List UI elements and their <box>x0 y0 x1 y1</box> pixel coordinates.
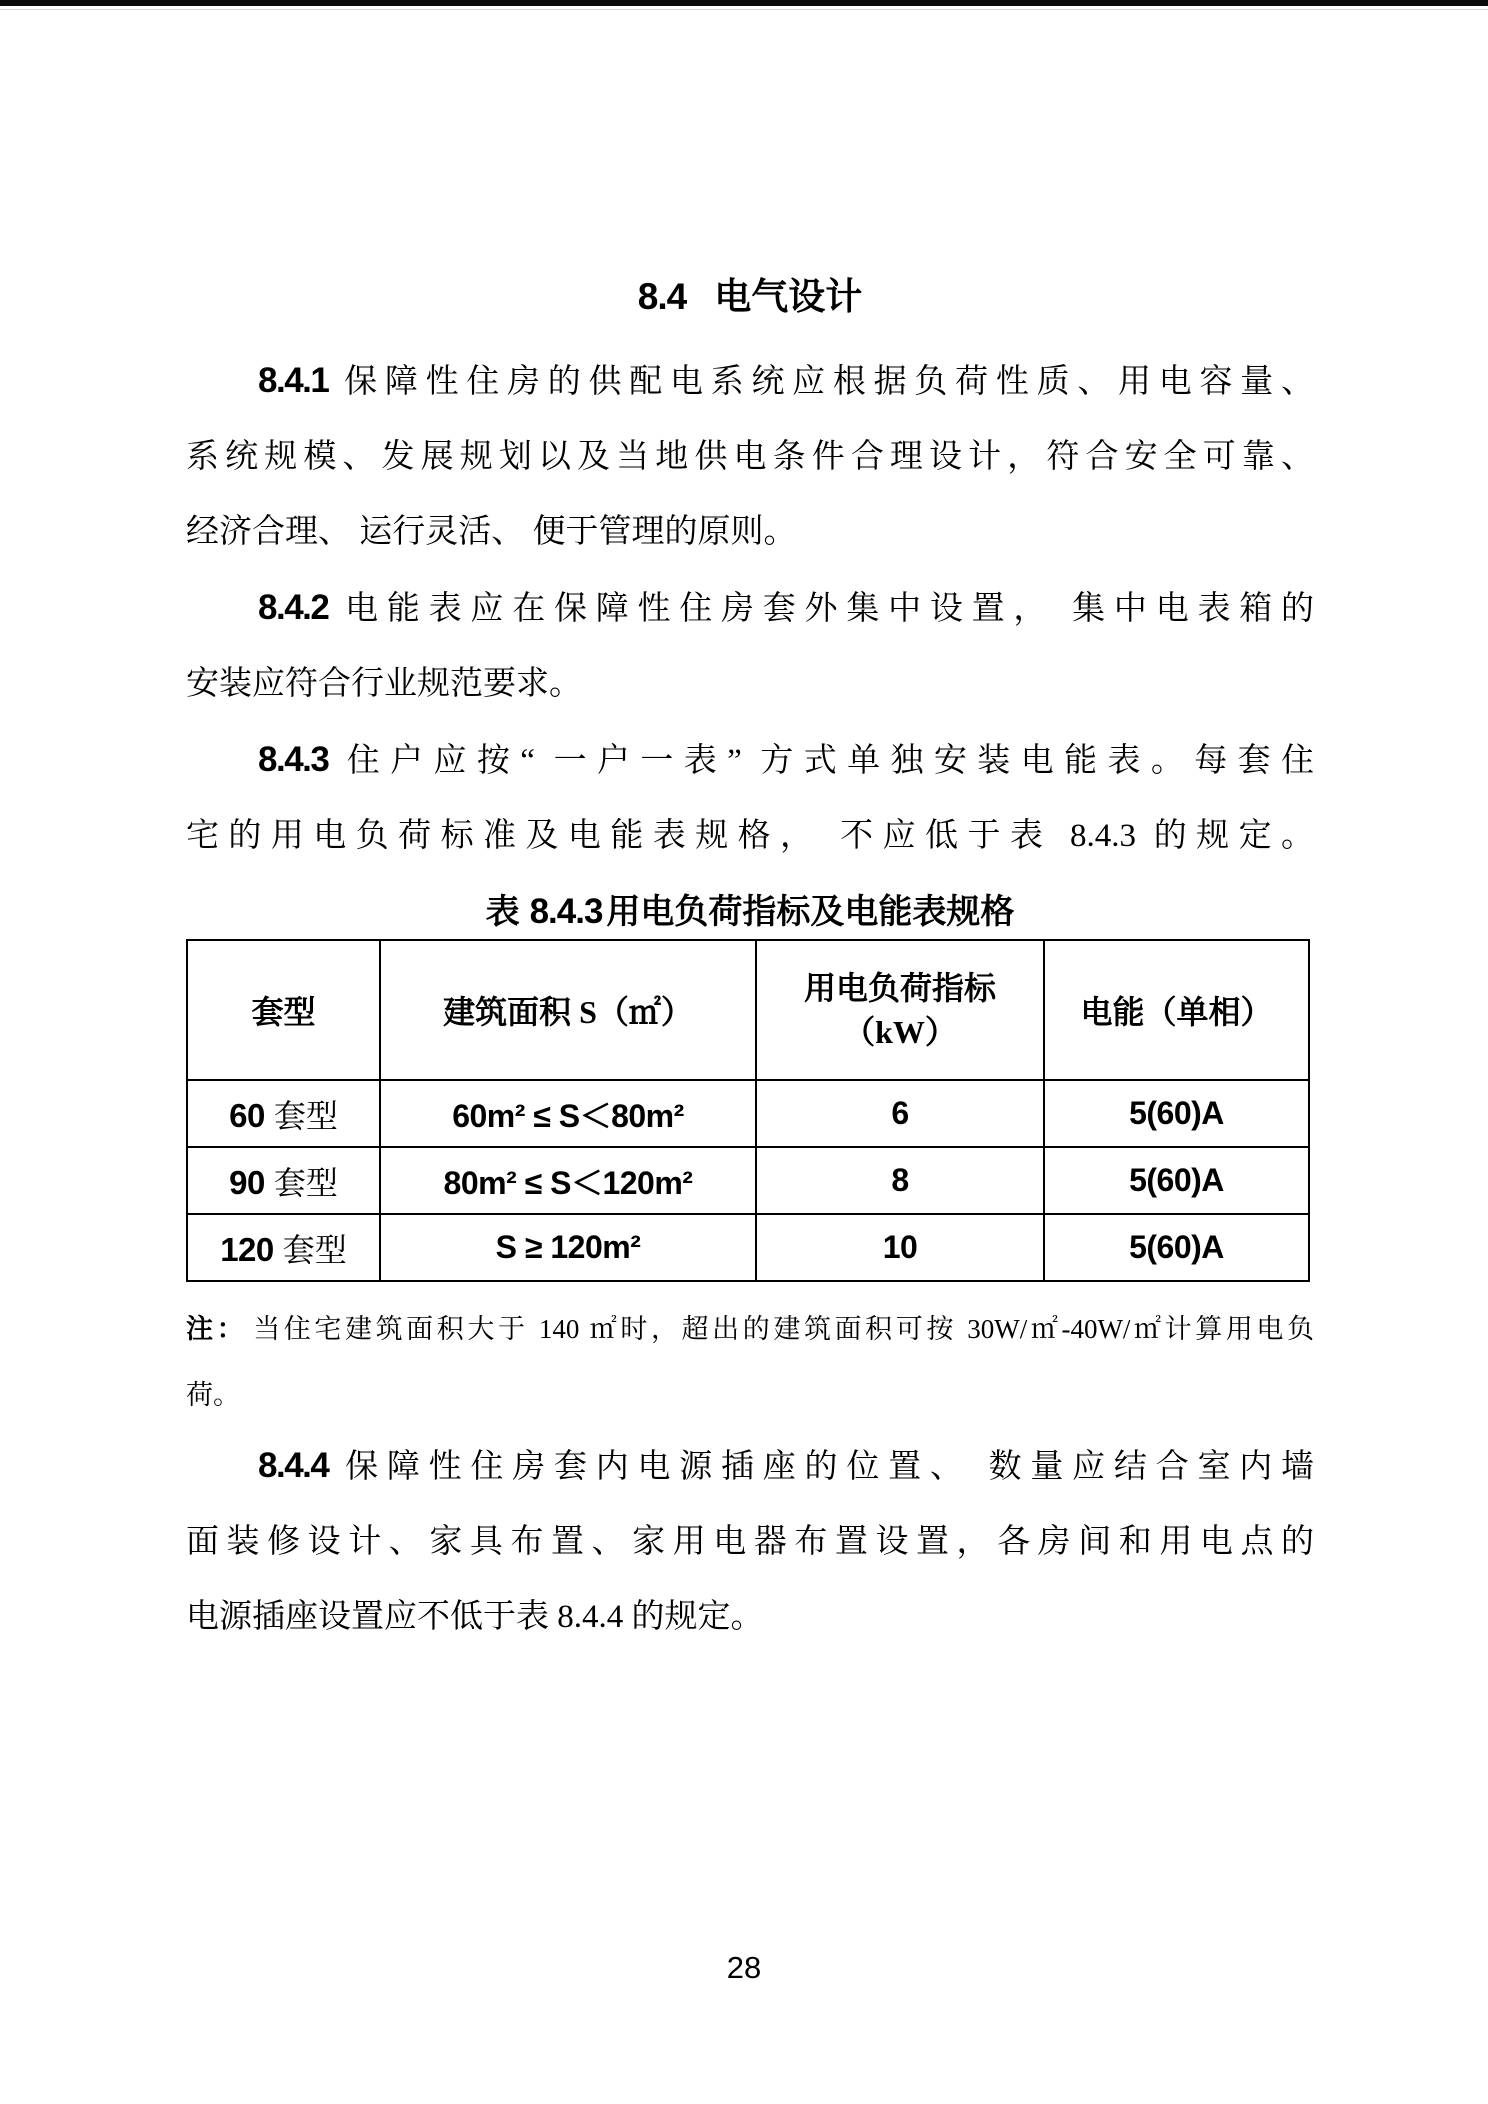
cell-meter: 5(60)A <box>1044 1214 1309 1281</box>
table-note <box>186 1296 1314 1428</box>
clause-8-4-2 <box>186 570 1314 722</box>
note-label: 注： <box>186 1314 248 1344</box>
clause-text: 电能表应在保障性住房套外集中设置， 集中电表箱的 <box>336 591 1314 627</box>
text-line: 系统规模、发展规划以及当地供电条件合理设计，符合安全可靠、 <box>186 439 1314 475</box>
section-heading <box>186 268 1314 327</box>
header-cell-load <box>756 940 1044 1080</box>
clause-8-4-1 <box>186 343 1314 570</box>
clause-text: 保障性住房的供配电系统应根据负荷性质、用电容量、 <box>336 364 1314 400</box>
note-text: 当住宅建筑面积大于 140 ㎡时，超出的建筑面积可按 30W/㎡-40W/㎡计算用电负 <box>253 1314 1315 1344</box>
clause-number: 8.4.3 <box>258 740 329 779</box>
section-heading-text: 电气设计 <box>714 277 863 318</box>
cell-meter: 5(60)A <box>1044 1147 1309 1214</box>
text-line: 面装修设计、家具布置、家用电器布置设置，各房间和用电点的 <box>186 1524 1314 1560</box>
cell-load: 8 <box>756 1147 1044 1214</box>
table-caption-text: 用电负荷指标及电能表规格 <box>606 894 1015 931</box>
text-line <box>186 570 1314 647</box>
cell-type <box>187 1080 380 1147</box>
note-line <box>186 1296 1314 1362</box>
table-row <box>187 1214 1309 1281</box>
load-spec-table <box>186 939 1310 1282</box>
clause-8-4-3 <box>186 722 1314 874</box>
cell-type <box>187 1214 380 1281</box>
text-line <box>186 722 1314 799</box>
cell-type-number: 120 <box>220 1230 274 1268</box>
cell-type-number: 90 <box>229 1163 265 1201</box>
cell-area: 60m² ≤ S＜80m² <box>380 1080 756 1147</box>
text-line: 宅的用电负荷标准及电能表规格， 不应低于表 8.4.3 的规定。 <box>186 818 1314 854</box>
cell-area: S ≥ 120m² <box>380 1214 756 1281</box>
header-cell-load-line1: 用电负荷指标 <box>803 970 996 1006</box>
header-cell-load-line2: （kW） <box>843 1014 957 1050</box>
table-header-row <box>187 940 1309 1080</box>
clause-number: 8.4.1 <box>258 361 329 400</box>
cell-type-label: 套型 <box>273 1164 338 1201</box>
text-line: 电源插座设置应不低于表 8.4.4 的规定。 <box>186 1599 764 1635</box>
clause-8-4-4 <box>186 1428 1314 1655</box>
section-heading-number: 8.4 <box>637 276 687 317</box>
cell-meter: 5(60)A <box>1044 1080 1309 1147</box>
cell-area: 80m² ≤ S＜120m² <box>380 1147 756 1214</box>
text-line <box>186 1428 1314 1505</box>
cell-type-label: 套型 <box>273 1097 338 1134</box>
header-cell-type: 套型 <box>187 940 380 1080</box>
table-caption-number: 8.4.3 <box>529 892 603 931</box>
clause-number: 8.4.2 <box>258 588 329 627</box>
table-row <box>187 1147 1309 1214</box>
text-line <box>186 343 1314 420</box>
header-cell-meter: 电能（单相） <box>1044 940 1309 1080</box>
page-number: 28 <box>726 1950 762 1985</box>
cell-type <box>187 1147 380 1214</box>
cell-load: 6 <box>756 1080 1044 1147</box>
note-line: 荷。 <box>186 1380 240 1410</box>
cell-type-number: 60 <box>229 1096 265 1134</box>
clause-text: 住户应按“ 一户一表” 方式单独安装电能表。每套住 <box>336 743 1314 779</box>
header-cell-area: 建筑面积 S（㎡） <box>380 940 756 1080</box>
text-line: 经济合理、 运行灵活、 便于管理的原则。 <box>186 514 797 550</box>
cell-load: 10 <box>756 1214 1044 1281</box>
table-caption <box>186 886 1314 939</box>
clause-text: 保障性住房套内电源插座的位置、 数量应结合室内墙 <box>336 1449 1314 1485</box>
table-caption-prefix: 表 <box>485 894 520 931</box>
text-line: 安装应符合行业规范要求。 <box>186 666 582 702</box>
cell-type-label: 套型 <box>282 1231 347 1268</box>
table-row <box>187 1080 1309 1147</box>
page-content <box>186 0 1314 1655</box>
clause-number: 8.4.4 <box>258 1446 329 1485</box>
